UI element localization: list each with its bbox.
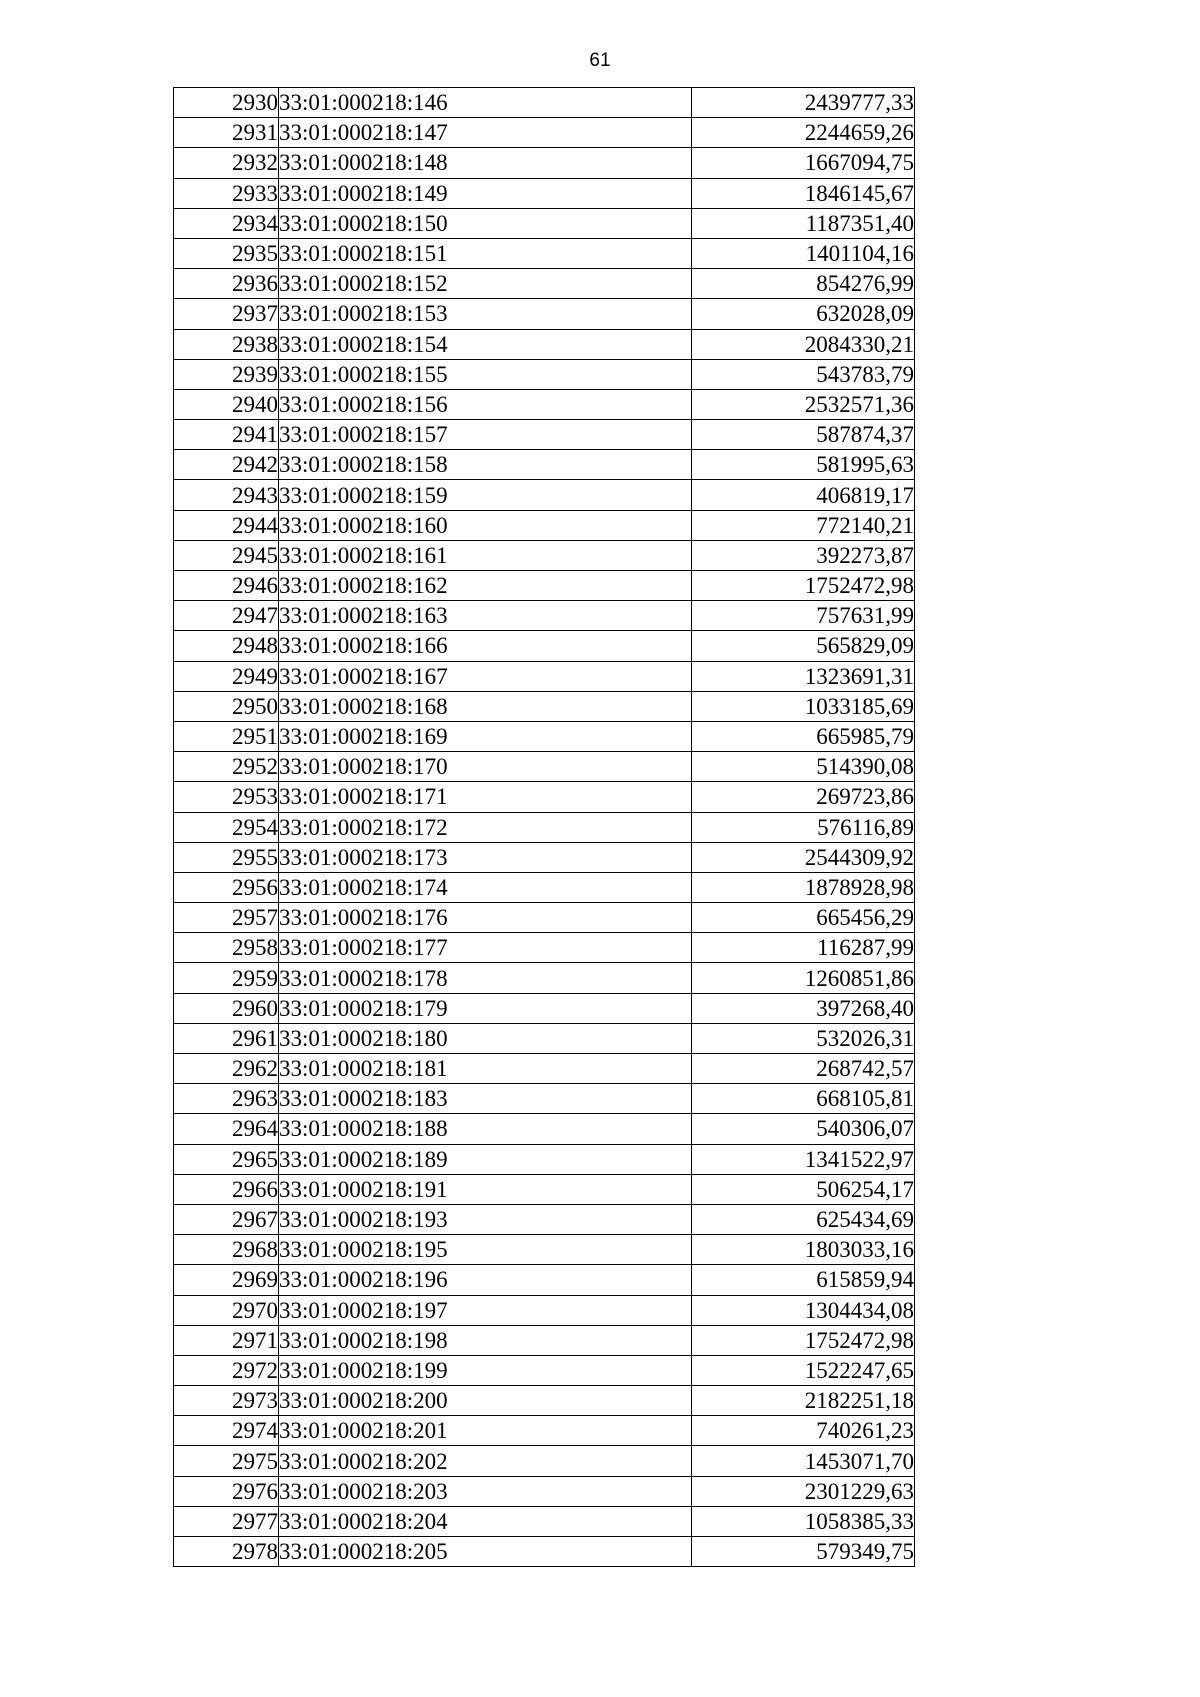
row-number-cell: 2959: [174, 963, 279, 993]
cadastral-number-cell: 33:01:000218:166: [279, 631, 692, 661]
row-number-cell: 2962: [174, 1054, 279, 1084]
table-row: [174, 1325, 915, 1355]
table-row: [174, 631, 915, 661]
table-row: [174, 359, 915, 389]
cadastral-number-cell: 33:01:000218:149: [279, 178, 692, 208]
cadastral-value-cell: 1846145,67: [692, 178, 915, 208]
row-number-cell: 2952: [174, 752, 279, 782]
table-row: [174, 420, 915, 450]
cadastral-number-cell: 33:01:000218:147: [279, 118, 692, 148]
table-row: [174, 993, 915, 1023]
cadastral-number-cell: 33:01:000218:189: [279, 1144, 692, 1174]
table-row: [174, 571, 915, 601]
cadastral-value-cell: 2084330,21: [692, 329, 915, 359]
cadastral-value-cell: 576116,89: [692, 812, 915, 842]
row-number-cell: 2970: [174, 1295, 279, 1325]
cadastral-value-cell: 1878928,98: [692, 872, 915, 902]
cadastral-number-cell: 33:01:000218:158: [279, 450, 692, 480]
table-row: [174, 148, 915, 178]
row-number-cell: 2965: [174, 1144, 279, 1174]
cadastral-value-table: [173, 87, 915, 1567]
row-number-cell: 2978: [174, 1537, 279, 1567]
row-number-cell: 2945: [174, 540, 279, 570]
cadastral-number-cell: 33:01:000218:178: [279, 963, 692, 993]
table-row: [174, 721, 915, 751]
table-row: [174, 238, 915, 268]
row-number-cell: 2953: [174, 782, 279, 812]
cadastral-number-cell: 33:01:000218:180: [279, 1023, 692, 1053]
row-number-cell: 2938: [174, 329, 279, 359]
table-row: [174, 752, 915, 782]
cadastral-value-cell: 1803033,16: [692, 1235, 915, 1265]
row-number-cell: 2934: [174, 208, 279, 238]
cadastral-value-cell: 2544309,92: [692, 842, 915, 872]
cadastral-value-cell: 854276,99: [692, 269, 915, 299]
table-row: [174, 782, 915, 812]
cadastral-value-cell: 392273,87: [692, 540, 915, 570]
table-row: [174, 389, 915, 419]
table-row: [174, 1506, 915, 1536]
table-row: [174, 540, 915, 570]
table-row: [174, 1265, 915, 1295]
cadastral-number-cell: 33:01:000218:197: [279, 1295, 692, 1325]
row-number-cell: 2947: [174, 601, 279, 631]
cadastral-number-cell: 33:01:000218:183: [279, 1084, 692, 1114]
table-row: [174, 1023, 915, 1053]
table-row: [174, 1114, 915, 1144]
row-number-cell: 2943: [174, 480, 279, 510]
table-row: [174, 329, 915, 359]
cadastral-value-cell: 757631,99: [692, 601, 915, 631]
row-number-cell: 2963: [174, 1084, 279, 1114]
row-number-cell: 2936: [174, 269, 279, 299]
cadastral-number-cell: 33:01:000218:151: [279, 238, 692, 268]
table-row: [174, 1355, 915, 1385]
cadastral-number-cell: 33:01:000218:201: [279, 1416, 692, 1446]
table-row: [174, 1416, 915, 1446]
table-row: [174, 691, 915, 721]
cadastral-number-cell: 33:01:000218:170: [279, 752, 692, 782]
cadastral-number-cell: 33:01:000218:205: [279, 1537, 692, 1567]
cadastral-value-cell: 1522247,65: [692, 1355, 915, 1385]
cadastral-value-cell: 2244659,26: [692, 118, 915, 148]
table-row: [174, 812, 915, 842]
table-body: [174, 88, 915, 1567]
cadastral-value-cell: 565829,09: [692, 631, 915, 661]
row-number-cell: 2961: [174, 1023, 279, 1053]
table-row: [174, 1295, 915, 1325]
row-number-cell: 2975: [174, 1446, 279, 1476]
cadastral-number-cell: 33:01:000218:169: [279, 721, 692, 751]
cadastral-number-cell: 33:01:000218:150: [279, 208, 692, 238]
cadastral-value-cell: 1752472,98: [692, 571, 915, 601]
row-number-cell: 2957: [174, 903, 279, 933]
cadastral-number-cell: 33:01:000218:156: [279, 389, 692, 419]
table-row: [174, 299, 915, 329]
cadastral-number-cell: 33:01:000218:152: [279, 269, 692, 299]
cadastral-number-cell: 33:01:000218:202: [279, 1446, 692, 1476]
cadastral-number-cell: 33:01:000218:161: [279, 540, 692, 570]
cadastral-number-cell: 33:01:000218:199: [279, 1355, 692, 1385]
cadastral-number-cell: 33:01:000218:155: [279, 359, 692, 389]
table-row: [174, 450, 915, 480]
cadastral-number-cell: 33:01:000218:172: [279, 812, 692, 842]
cadastral-value-cell: 1453071,70: [692, 1446, 915, 1476]
cadastral-value-cell: 397268,40: [692, 993, 915, 1023]
row-number-cell: 2951: [174, 721, 279, 751]
row-number-cell: 2939: [174, 359, 279, 389]
cadastral-value-cell: 514390,08: [692, 752, 915, 782]
cadastral-number-cell: 33:01:000218:168: [279, 691, 692, 721]
table-row: [174, 842, 915, 872]
cadastral-value-cell: 540306,07: [692, 1114, 915, 1144]
cadastral-value-cell: 740261,23: [692, 1416, 915, 1446]
row-number-cell: 2950: [174, 691, 279, 721]
cadastral-value-cell: 506254,17: [692, 1174, 915, 1204]
cadastral-number-cell: 33:01:000218:204: [279, 1506, 692, 1536]
table-row: [174, 178, 915, 208]
cadastral-value-cell: 269723,86: [692, 782, 915, 812]
row-number-cell: 2974: [174, 1416, 279, 1446]
cadastral-number-cell: 33:01:000218:160: [279, 510, 692, 540]
cadastral-value-cell: 2301229,63: [692, 1476, 915, 1506]
cadastral-value-cell: 587874,37: [692, 420, 915, 450]
table-row: [174, 118, 915, 148]
cadastral-number-cell: 33:01:000218:174: [279, 872, 692, 902]
cadastral-value-cell: 406819,17: [692, 480, 915, 510]
row-number-cell: 2932: [174, 148, 279, 178]
row-number-cell: 2942: [174, 450, 279, 480]
cadastral-number-cell: 33:01:000218:200: [279, 1386, 692, 1416]
table-row: [174, 1537, 915, 1567]
cadastral-number-cell: 33:01:000218:179: [279, 993, 692, 1023]
cadastral-value-cell: 625434,69: [692, 1204, 915, 1234]
cadastral-value-cell: 1304434,08: [692, 1295, 915, 1325]
row-number-cell: 2935: [174, 238, 279, 268]
cadastral-number-cell: 33:01:000218:176: [279, 903, 692, 933]
cadastral-number-cell: 33:01:000218:146: [279, 88, 692, 118]
row-number-cell: 2966: [174, 1174, 279, 1204]
row-number-cell: 2954: [174, 812, 279, 842]
cadastral-value-cell: 2182251,18: [692, 1386, 915, 1416]
cadastral-number-cell: 33:01:000218:195: [279, 1235, 692, 1265]
cadastral-value-cell: 1341522,97: [692, 1144, 915, 1174]
table-row: [174, 510, 915, 540]
cadastral-number-cell: 33:01:000218:181: [279, 1054, 692, 1084]
table-row: [174, 88, 915, 118]
row-number-cell: 2960: [174, 993, 279, 1023]
table-row: [174, 1386, 915, 1416]
row-number-cell: 2972: [174, 1355, 279, 1385]
row-number-cell: 2969: [174, 1265, 279, 1295]
cadastral-number-cell: 33:01:000218:163: [279, 601, 692, 631]
cadastral-number-cell: 33:01:000218:196: [279, 1265, 692, 1295]
row-number-cell: 2946: [174, 571, 279, 601]
cadastral-value-cell: 1667094,75: [692, 148, 915, 178]
row-number-cell: 2968: [174, 1235, 279, 1265]
cadastral-number-cell: 33:01:000218:154: [279, 329, 692, 359]
row-number-cell: 2964: [174, 1114, 279, 1144]
row-number-cell: 2944: [174, 510, 279, 540]
cadastral-value-cell: 1058385,33: [692, 1506, 915, 1536]
row-number-cell: 2967: [174, 1204, 279, 1234]
cadastral-value-cell: 581995,63: [692, 450, 915, 480]
table-row: [174, 1174, 915, 1204]
row-number-cell: 2931: [174, 118, 279, 148]
row-number-cell: 2941: [174, 420, 279, 450]
row-number-cell: 2958: [174, 933, 279, 963]
table-row: [174, 933, 915, 963]
cadastral-value-cell: 615859,94: [692, 1265, 915, 1295]
table-row: [174, 963, 915, 993]
row-number-cell: 2948: [174, 631, 279, 661]
cadastral-value-cell: 2532571,36: [692, 389, 915, 419]
row-number-cell: 2937: [174, 299, 279, 329]
row-number-cell: 2973: [174, 1386, 279, 1416]
cadastral-value-cell: 268742,57: [692, 1054, 915, 1084]
table-row: [174, 269, 915, 299]
cadastral-value-cell: 1187351,40: [692, 208, 915, 238]
row-number-cell: 2976: [174, 1476, 279, 1506]
cadastral-number-cell: 33:01:000218:173: [279, 842, 692, 872]
cadastral-value-cell: 1323691,31: [692, 661, 915, 691]
table-row: [174, 1476, 915, 1506]
cadastral-value-cell: 665456,29: [692, 903, 915, 933]
table-row: [174, 903, 915, 933]
cadastral-value-cell: 1033185,69: [692, 691, 915, 721]
table-row: [174, 601, 915, 631]
table-row: [174, 208, 915, 238]
row-number-cell: 2933: [174, 178, 279, 208]
table-row: [174, 480, 915, 510]
table-row: [174, 661, 915, 691]
cadastral-value-cell: 532026,31: [692, 1023, 915, 1053]
table-row: [174, 1204, 915, 1234]
cadastral-value-cell: 116287,99: [692, 933, 915, 963]
cadastral-value-cell: 665985,79: [692, 721, 915, 751]
cadastral-value-cell: 543783,79: [692, 359, 915, 389]
cadastral-value-cell: 632028,09: [692, 299, 915, 329]
cadastral-number-cell: 33:01:000218:153: [279, 299, 692, 329]
cadastral-value-cell: 772140,21: [692, 510, 915, 540]
cadastral-number-cell: 33:01:000218:203: [279, 1476, 692, 1506]
row-number-cell: 2955: [174, 842, 279, 872]
row-number-cell: 2940: [174, 389, 279, 419]
cadastral-number-cell: 33:01:000218:159: [279, 480, 692, 510]
cadastral-value-cell: 1752472,98: [692, 1325, 915, 1355]
cadastral-number-cell: 33:01:000218:157: [279, 420, 692, 450]
cadastral-number-cell: 33:01:000218:193: [279, 1204, 692, 1234]
table-row: [174, 1446, 915, 1476]
page-number: 61: [589, 50, 611, 71]
cadastral-value-cell: 2439777,33: [692, 88, 915, 118]
cadastral-value-cell: 1401104,16: [692, 238, 915, 268]
cadastral-value-cell: 668105,81: [692, 1084, 915, 1114]
table-row: [174, 1235, 915, 1265]
table-row: [174, 872, 915, 902]
row-number-cell: 2930: [174, 88, 279, 118]
cadastral-number-cell: 33:01:000218:162: [279, 571, 692, 601]
cadastral-number-cell: 33:01:000218:171: [279, 782, 692, 812]
cadastral-number-cell: 33:01:000218:167: [279, 661, 692, 691]
cadastral-number-cell: 33:01:000218:177: [279, 933, 692, 963]
table-row: [174, 1144, 915, 1174]
cadastral-number-cell: 33:01:000218:198: [279, 1325, 692, 1355]
table-row: [174, 1054, 915, 1084]
table-row: [174, 1084, 915, 1114]
cadastral-value-cell: 579349,75: [692, 1537, 915, 1567]
cadastral-number-cell: 33:01:000218:188: [279, 1114, 692, 1144]
cadastral-number-cell: 33:01:000218:148: [279, 148, 692, 178]
cadastral-number-cell: 33:01:000218:191: [279, 1174, 692, 1204]
row-number-cell: 2956: [174, 872, 279, 902]
row-number-cell: 2971: [174, 1325, 279, 1355]
row-number-cell: 2977: [174, 1506, 279, 1536]
cadastral-value-cell: 1260851,86: [692, 963, 915, 993]
row-number-cell: 2949: [174, 661, 279, 691]
